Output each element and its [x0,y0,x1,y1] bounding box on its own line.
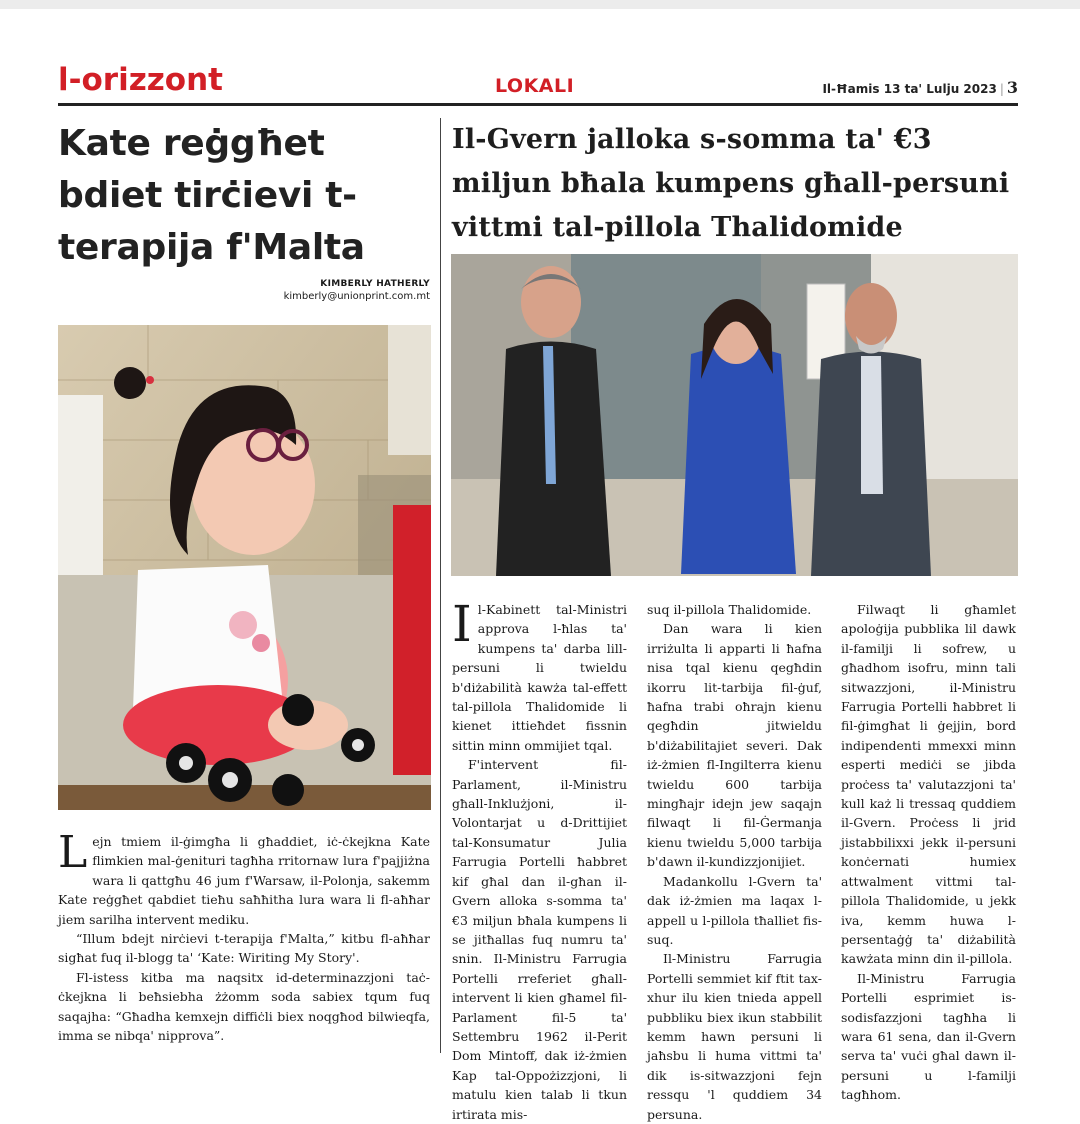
section-label: LOKALI [495,75,575,97]
page-number: 3 [1006,78,1018,97]
right-paragraph-1-text: l-Kabinett tal-Ministri approva l-ħlas ta' kumpens ta' darba lill-persuni li twieldu b'diżabilità kawża tal-effett tal-pillola Thalidomide li kienet ittieħdet fissnin sittin minn ommijiet tqal. [452,602,627,753]
right-paragraph-5: Il-Ministru Farrugia Portelli semmiet kif ftit tax-xhur ilu kien tnieda appell pubbliku biex ikun stabbilit kemm hawn persuni li jaħsbu li huma vittmi ta' dik is-sitwazzjoni fejn ressqu 'l quddiem 34 persuna. [647,951,822,1122]
left-article-body [58,827,430,1045]
byline-email: kimberly@unionprint.com.mt [283,291,430,302]
kate-photo [58,325,431,810]
issue-date: Il-Ħamis 13 ta' Lulju 2023 [822,82,997,96]
right-paragraph-6: Filwaqt li għamlet apoloġija pubblika lil dawk il-familji li sofrew, u għadhom isofru, minn tali sitwazzjoni, il-Ministru Farrugia Portelli ħabbret li fil-ġimgħat li ġejjin, bord indipendenti mmexxi minn esperti mediċi se jibda proċess ta' valutazzjoni ta' kull każ li tressaq quddiem il-Gvern. Proċess li jrid jistabbilixxi jekk il-persuni konċernati humiex attwalment vittmi tal-pillola Thalidomide, u jekk iva, kemm huwa l-persentaġġ ta' diżabilità kawżata minn din il-pillola. [841,602,1016,967]
masthead [58,62,1018,96]
left-paragraph-3: Fl-istess kitba ma naqsitx id-determinazzjoni taċ-ċkejkna li beħsiebha żżomm soda sabiex tqum fuq saqajha: “Għadha kemxejn diffiċli biex noqgħod bilwieqfa, imma se nibqa' nipprova”. [58,969,430,1044]
right-column-3 [841,600,1016,1105]
right-paragraph-7: Il-Ministru Farrugia Portelli esprimiet is-sodisfazzjoni tagħha li wara 61 sena, dan il-Gvern serva ta' vuċi għal dawn il-persuni u l-familji tagħhom. [841,970,1016,1103]
top-band [0,0,1080,9]
right-dropcap: I [452,595,472,653]
dateline-divider: | [999,82,1004,96]
left-paragraph-1 [58,827,430,929]
right-headline: Il-Gvern jalloka s-somma ta' €3 miljun bħala kumpens għall-persuni vittmi tal-pillola Thalidomide [452,124,1010,243]
dateline [822,78,1018,97]
right-column-2 [647,600,822,1124]
right-paragraph-2-continued: suq il-pillola Thalidomide. [647,602,812,617]
right-column-1 [452,595,627,1124]
left-paragraph-2: “Illum bdejt nirċievi t-terapija f'Malta,” kitbu fl-aħħar sigħat fuq il-blogg ta' ‘Kate: Wiriting My Story'. [58,931,430,966]
right-paragraph-3: Dan wara li kien irriżulta li apparti li ħafna nisa tqal kienu qegħdin ikorru lit-tarbija fil-ġuf, ħafna trabi oħrajn kienu qegħdin jitwieldu b'diżabilitajiet severi. Dak iż-żmien fl-Ingilterra kienu twieldu 600 tarbija mingħajr idejn jew saqajn filwaqt li fil-Ġermanja kienu twieldu 5,000 tarbija b'dawn il-kundizzjonijiet. [647,621,822,870]
left-paragraph-1-text: ejn tmiem il-ġimgħa li għaddiet, iċ-ċkejkna Kate flimkien mal-ġenituri tagħha rritornaw lura f'pajjiżna wara li qattgħu 46 jum f'Warsaw, il-Polonja, sakemm Kate reġgħet qabdiet tieħu saħħitha lura wara li fl-aħħar jiem sarilha intervent mediku. [58,834,430,927]
masthead-rule [58,103,1018,106]
left-headline: Kate reġgħet bdiet tirċievi t-terapija f'Malta [58,123,365,268]
column-divider [440,118,441,1053]
byline [284,279,430,302]
right-paragraph-1 [452,595,627,755]
ministers-photo [451,254,1018,576]
newspaper-brand: l-orizzont [58,62,223,98]
left-dropcap: L [58,827,88,878]
byline-name: KIMBERLY HATHERLY [320,279,430,289]
right-paragraph-4: Madankollu l-Gvern ta' dak iż-żmien ma laqax l-appell u l-pillola tħalliet fis-suq. [647,873,822,947]
right-paragraph-2: F'intervent fil-Parlament, il-Ministru għall-Inklużjoni, il-Volontarjat u d-Drittijiet tal-Konsumatur Julia Farrugia Portelli ħabbret kif għal dan il-għan il-Gvern alloka s-somma ta' €3 miljun bħala kumpens li se jitħallas fuq numru ta' snin. Il-Ministru Farrugia Portelli rreferiet għall-intervent li kien għamel fil-Parlament fil-5 ta' Settembru 1962 il-Perit Dom Mintoff, dak iż-żmien Kap tal-Oppożizzjoni, li matulu kien talab li tkun irtirata mis- [452,757,627,1122]
